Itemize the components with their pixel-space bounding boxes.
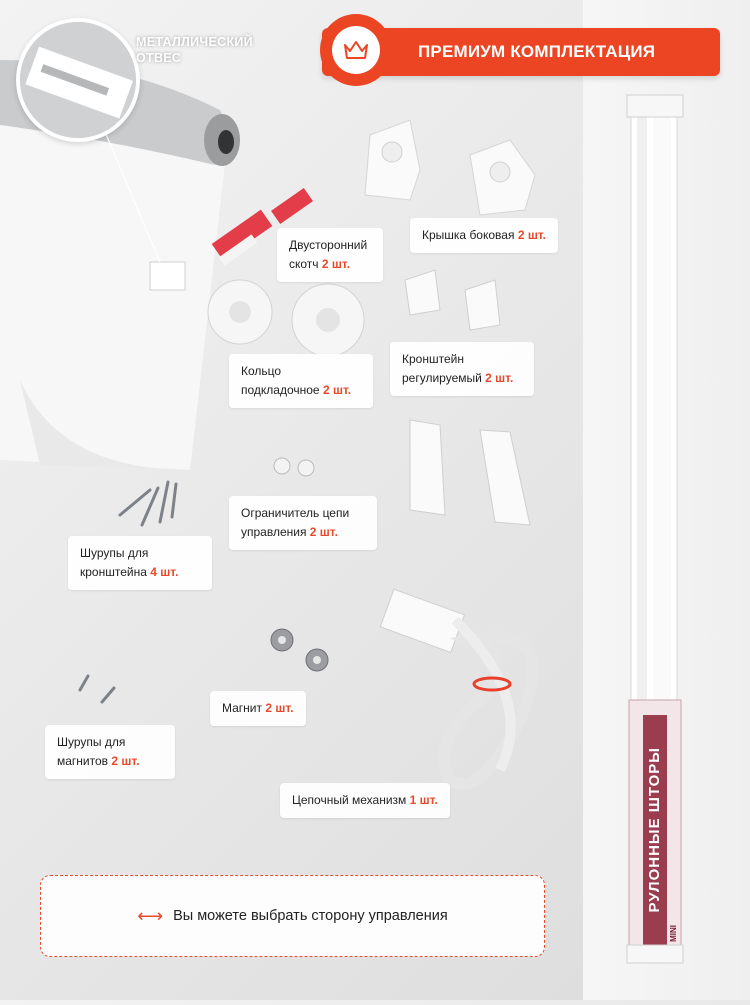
banner-title: ПРЕМИУМ КОМПЛЕКТАЦИЯ — [418, 42, 656, 61]
label-bracket-screws: Шурупы для кронштейна 4 шт. — [68, 536, 212, 590]
choose-side-note — [40, 875, 545, 957]
label-magnet-screws: Шурупы для магнитов 2 шт. — [45, 725, 175, 779]
label-double-tape: Двусторонний скотч 2 шт. — [277, 228, 383, 282]
label-chain-mechanism: Цепочный механизм 1 шт. — [280, 783, 450, 818]
side-cover-image — [365, 120, 535, 215]
product-package — [583, 0, 750, 1000]
label-side-cover: Крышка боковая 2 шт. — [410, 218, 558, 253]
magnet-image — [271, 629, 328, 671]
double-arrow-icon: ⟷ — [137, 905, 164, 926]
package-title: РУЛОННЫЕ ШТОРЫ — [645, 747, 663, 913]
bracket-small-image — [405, 270, 500, 330]
label-bracket: Кронштейн регулируемый 2 шт. — [390, 342, 534, 396]
magnet-screws-image — [80, 676, 114, 702]
bracket-large-image — [410, 420, 530, 525]
label-chain-limiter: Ограничитель цепи управления 2 шт. — [229, 496, 377, 550]
bracket-screws-image — [120, 482, 176, 525]
choose-side-text: Вы можете выбрать сторону управления — [173, 908, 448, 924]
washer-image — [208, 280, 364, 356]
chain-mechanism-image — [380, 589, 532, 784]
label-magnet: Магнит 2 шт. — [210, 691, 306, 726]
package-brand: MINI — [669, 925, 678, 942]
label-washer: Кольцо подкладочное 2 шт. — [229, 354, 373, 408]
chain-limiter-image — [274, 458, 314, 476]
metal-weight-label: МЕТАЛЛИЧЕСКИЙ ОТВЕС — [136, 35, 253, 65]
